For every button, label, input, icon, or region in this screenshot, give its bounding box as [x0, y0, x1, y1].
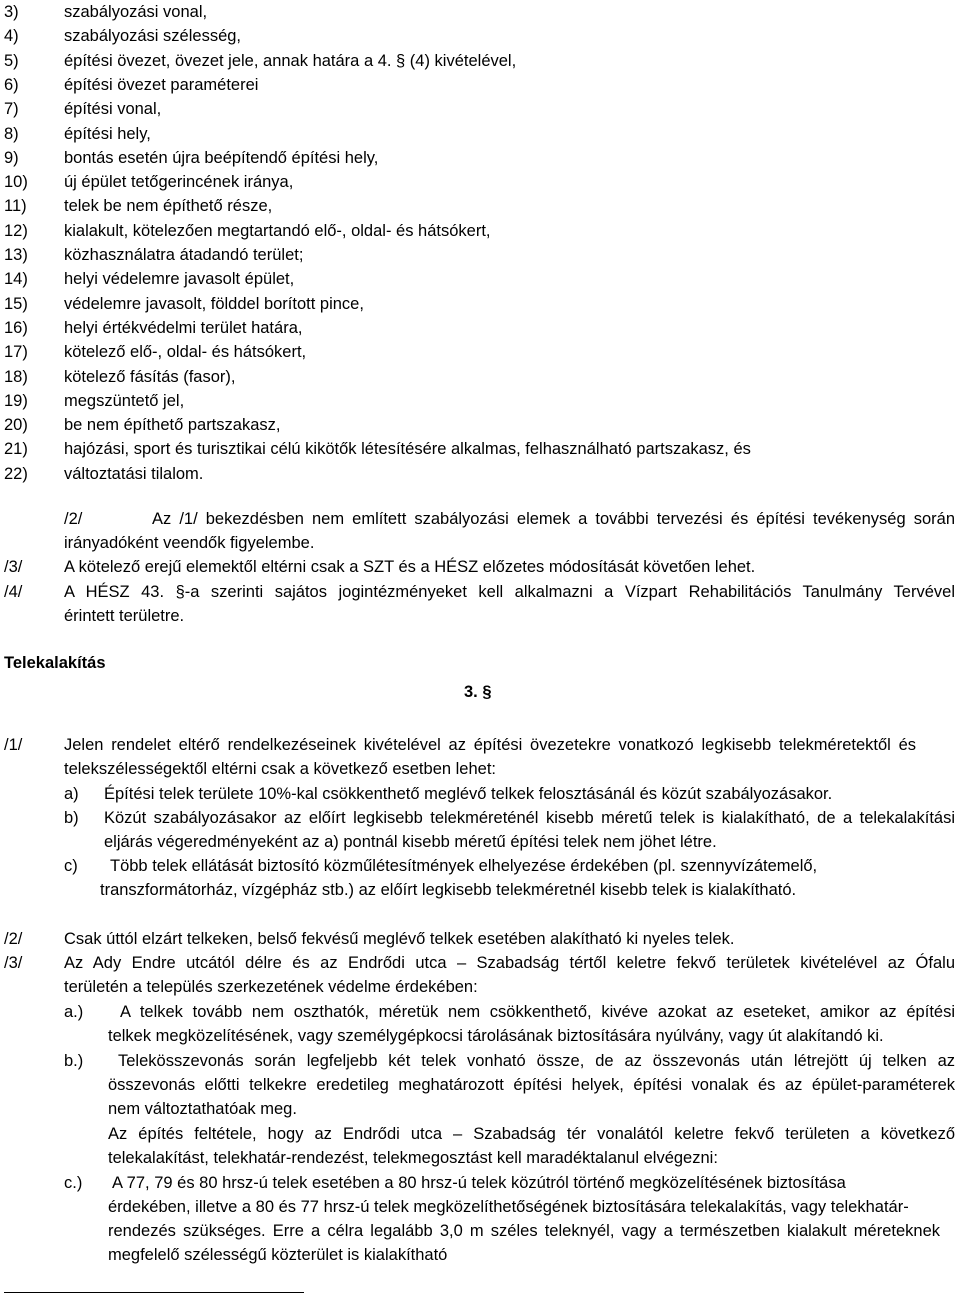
section-number: 3. § — [464, 683, 492, 701]
list-item-number: 7) — [4, 100, 19, 118]
paragraph-3-number: /3/ — [4, 558, 23, 576]
s3-item-b-line-2: eljárás végeredményeként az a) pontnál kisebb méretű építési telek nem jöhet létre. — [104, 833, 717, 851]
s3-sub-b-line-5: telekalakítást, telekhatár-rendezést, telekmegosztást kell maradéktalanul elvégezni: — [108, 1149, 718, 1167]
list-item-number: 18) — [4, 368, 28, 386]
list-item-number: 21) — [4, 440, 28, 458]
list-item-text: megszüntető jel, — [64, 392, 185, 410]
paragraph-4-number: /4/ — [4, 583, 23, 601]
s3-sub-a-line-2: telkek megközelítésének, vagy személygépkocsi tárolásának biztosítására nyúlvány, vagy út alakítandó ki. — [108, 1027, 884, 1045]
s3-item-b-line-1: Közút szabályozásakor az előírt legkisebb telekméreténél kisebb méretű telek is kialakítható, de a telekalakítási — [104, 809, 955, 827]
list-item-number: 17) — [4, 343, 28, 361]
paragraph-2-number: /2/ — [64, 510, 83, 528]
list-item-number: 19) — [4, 392, 28, 410]
list-item-text: helyi értékvédelmi terület határa, — [64, 319, 303, 337]
paragraph-3-text: A kötelező erejű elemektől eltérni csak a SZT és a HÉSZ előzetes módosítását követően lehet. — [64, 558, 756, 576]
s3-item-c-line-1: Több telek ellátását biztosító közműlétesítmények elhelyezése érdekében (pl. szennyvízátemelő, — [110, 857, 818, 875]
s3-sub-c-line-4: megfelelő szélességű közterület is kialakítható — [108, 1246, 448, 1264]
list-item-text: új épület tetőgerincének iránya, — [64, 173, 294, 191]
paragraph-2-line-1: Az /1/ bekezdésben nem említett szabályozási elemek a további tervezési és építési tevékenység során — [152, 510, 955, 528]
s3-item-c-label: c) — [64, 857, 78, 875]
list-item-text: bontás esetén újra beépítendő építési hely, — [64, 149, 379, 167]
s3-item-c-line-2: transzformátorház, vízgépház stb.) az előírt legkisebb telekméretnél kisebb telek is kialakítható. — [100, 881, 797, 899]
list-item-number: 10) — [4, 173, 28, 191]
s3-sub-b-line-4: Az építés feltétele, hogy az Endrődi utca – Szabadság tér vonalától keletre fekvő területen a következő — [108, 1125, 955, 1143]
s3-paragraph-1-line-2: telekszélességektől eltérni csak a következő esetben lehet: — [64, 760, 496, 778]
list-item-text: építési övezet, övezet jele, annak határa a 4. § (4) kivételével, — [64, 52, 517, 70]
s3-paragraph-2-text: Csak úttól elzárt telkeken, belső fekvésű meglévő telkek esetében alakítható ki nyeles telek. — [64, 930, 735, 948]
list-item-number: 8) — [4, 125, 19, 143]
list-item-number: 11) — [4, 197, 27, 215]
list-item-text: kialakult, kötelezően megtartandó elő-, oldal- és hátsókert, — [64, 222, 491, 240]
s3-sub-c-label: c.) — [64, 1174, 83, 1192]
s3-sub-b-line-3: nem változtathatóak meg. — [108, 1100, 297, 1118]
s3-item-a-label: a) — [64, 785, 79, 803]
list-item-number: 16) — [4, 319, 28, 337]
s3-sub-c-line-3: rendezés szükséges. Erre a célra legalább 3,0 m széles teleknyél, vagy a természetben kialakult méreteknek — [108, 1222, 940, 1240]
list-item-number: 22) — [4, 465, 28, 483]
paragraph-4-line-1: A HÉSZ 43. §-a szerinti sajátos jogintézményeket kell alkalmazni a Vízpart Rehabilitációs Tanulmány Tervével — [64, 583, 955, 601]
list-item-number: 5) — [4, 52, 19, 70]
s3-item-b-label: b) — [64, 809, 79, 827]
s3-sub-c-line-1: A 77, 79 és 80 hrsz-ú telek esetében a 80 hrsz-ú telek közútról történő megközelítésének biztosítása — [112, 1174, 846, 1192]
list-item-number: 15) — [4, 295, 28, 313]
s3-item-a-text: Építési telek területe 10%-kal csökkenthető meglévő telkek felosztásánál és közút szabályozásakor. — [104, 785, 833, 803]
s3-paragraph-1-line-1: Jelen rendelet eltérő rendelkezéseinek kivételével az építési övezetekre vonatkozó legkisebb telekméretektől és — [64, 736, 916, 754]
list-item-text: védelemre javasolt, földdel borított pince, — [64, 295, 364, 313]
list-item-number: 3) — [4, 3, 19, 21]
s3-paragraph-3-number: /3/ — [4, 954, 23, 972]
list-item-text: be nem építhető partszakasz, — [64, 416, 281, 434]
paragraph-4-line-2: érintett területre. — [64, 607, 185, 625]
s3-sub-c-line-2: érdekében, illetve a 80 és 77 hrsz-ú telek megközelíthetőségének biztosítására telekalakítás, vagy telekhatár- — [108, 1198, 909, 1216]
list-item-text: közhasználatra átadandó terület; — [64, 246, 304, 264]
s3-paragraph-3-line-2: területén a település szerkezetének védelme érdekében: — [64, 978, 478, 996]
list-item-number: 13) — [4, 246, 28, 264]
section-heading: Telekalakítás — [4, 654, 106, 672]
list-item-text: telek be nem építhető része, — [64, 197, 273, 215]
list-item-number: 20) — [4, 416, 28, 434]
s3-paragraph-3-line-1: Az Ady Endre utcától délre és az Endrődi utca – Szabadság tértől keletre fekvő területek kivételével az Ófalu — [64, 954, 955, 972]
s3-sub-a-label: a.) — [64, 1003, 84, 1021]
list-item-text: szabályozási szélesség, — [64, 27, 242, 45]
s3-paragraph-2-number: /2/ — [4, 930, 23, 948]
s3-paragraph-1-number: /1/ — [4, 736, 23, 754]
list-item-text: kötelező fásítás (fasor), — [64, 368, 236, 386]
list-item-text: építési vonal, — [64, 100, 162, 118]
list-item-text: szabályozási vonal, — [64, 3, 208, 21]
list-item-text: helyi védelemre javasolt épület, — [64, 270, 295, 288]
list-item-number: 4) — [4, 27, 19, 45]
list-item-text: változtatási tilalom. — [64, 465, 204, 483]
list-item-number: 9) — [4, 149, 19, 167]
list-item-text: kötelező elő-, oldal- és hátsókert, — [64, 343, 307, 361]
list-item-text: építési hely, — [64, 125, 151, 143]
list-item-text: hajózási, sport és turisztikai célú kikötők létesítésére alkalmas, felhasználható partszakasz, és — [64, 440, 751, 458]
s3-sub-b-line-1: Telekösszevonás során legfeljebb két telek vonható össze, de az összevonás után létrejött új telken az — [118, 1052, 955, 1070]
list-item-number: 14) — [4, 270, 28, 288]
s3-sub-a-line-1: A telkek tovább nem oszthatók, méretük nem csökkenthető, kivéve azokat az eseteket, amikor az építési — [120, 1003, 955, 1021]
s3-sub-b-line-2: összevonás előtti telkekre eredetileg meghatározott építési helyek, építési vonalak és az épület-paraméterek — [108, 1076, 955, 1094]
list-item-number: 12) — [4, 222, 28, 240]
list-item-text: építési övezet paraméterei — [64, 76, 259, 94]
list-item-number: 6) — [4, 76, 19, 94]
footnote-separator — [4, 1292, 304, 1293]
paragraph-2-line-2: irányadóként veendők figyelembe. — [64, 534, 315, 552]
s3-sub-b-label: b.) — [64, 1052, 84, 1070]
